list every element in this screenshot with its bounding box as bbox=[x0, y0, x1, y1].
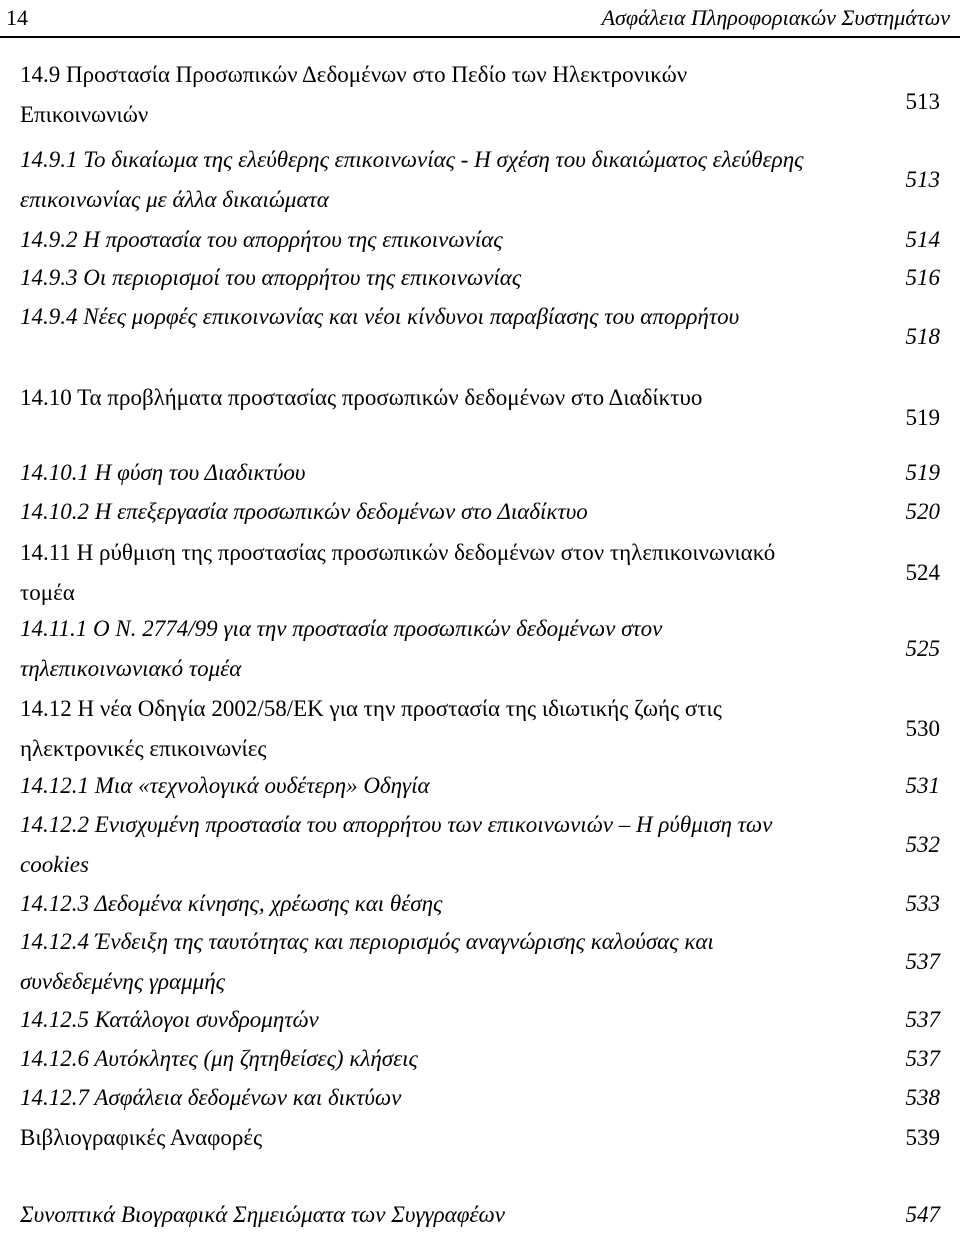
toc-entry-title: 14.12.7 Ασφάλεια δεδομένων και δικτύων bbox=[20, 1085, 402, 1110]
toc-entry-page: 532 bbox=[905, 832, 940, 857]
toc-entry-title: Βιβλιογραφικές Αναφορές bbox=[20, 1125, 263, 1150]
toc-entry-title: 14.12.6 Αυτόκλητες (μη ζητηθείσες) κλήσεις bbox=[20, 1046, 418, 1071]
toc-entry-title: 14.10.1 Η φύση του Διαδικτύου bbox=[20, 460, 306, 485]
toc-entry-page: 547 bbox=[905, 1202, 940, 1227]
header-rule bbox=[0, 36, 960, 38]
toc-entry-page: 533 bbox=[905, 891, 940, 916]
toc-entry-title: 14.12 Η νέα Οδηγία 2002/58/ΕΚ για την προστασία της ιδιωτικής ζωής στις ηλεκτρονικές επικοινωνίες bbox=[20, 696, 722, 761]
toc-entry-page: 537 bbox=[905, 1007, 940, 1032]
toc-entry-title: 14.9.4 Νέες μορφές επικοινωνίας και νέοι κίνδυνοι παραβίασης του απορρήτου bbox=[20, 304, 740, 329]
toc-entry-title: 14.9 Προστασία Προσωπικών Δεδομένων στο Πεδίο των Ηλεκτρονικών Επικοινωνιών bbox=[20, 62, 688, 127]
toc-entry-title: 14.11.1 Ο Ν. 2774/99 για την προστασία προσωπικών δεδομένων στον τηλεπικοινωνιακό τομέα bbox=[20, 616, 663, 681]
toc-entry-page: 513 bbox=[905, 167, 940, 192]
toc-entry-title: 14.10 Τα προβλήματα προστασίας προσωπικών δεδομένων στο Διαδίκτυο bbox=[20, 385, 703, 410]
toc-entry-page: 516 bbox=[905, 265, 940, 290]
toc-entry-title: 14.12.4 Ένδειξη της ταυτότητας και περιορισμός αναγνώρισης καλούσας και συνδεδεμένης γραμμής bbox=[20, 929, 714, 994]
toc-entry-title: 14.12.3 Δεδομένα κίνησης, χρέωσης και θέσης bbox=[20, 891, 443, 916]
running-title: Ασφάλεια Πληροφοριακών Συστημάτων bbox=[601, 5, 950, 30]
toc-entry-title: Συνοπτικά Βιογραφικά Σημειώματα των Συγγραφέων bbox=[20, 1202, 505, 1227]
toc-entry-page: 530 bbox=[905, 716, 940, 741]
toc-entry-title: 14.12.1 Μια «τεχνολογικά ουδέτερη» Οδηγία bbox=[20, 773, 430, 798]
page-header bbox=[0, 0, 960, 40]
toc-entry-page: 519 bbox=[905, 460, 940, 485]
toc-entry-page: 520 bbox=[905, 499, 940, 524]
toc-entry-title: 14.11 Η ρύθμιση της προστασίας προσωπικών δεδομένων στον τηλεπικοινωνιακό τομέα bbox=[20, 540, 776, 605]
toc-entry-page: 519 bbox=[905, 405, 940, 430]
toc-entry-page: 537 bbox=[905, 1046, 940, 1071]
page-number: 14 bbox=[6, 5, 28, 30]
toc-entry-page: 531 bbox=[905, 773, 940, 798]
toc-entry-page: 539 bbox=[905, 1125, 940, 1150]
toc-entry-title: 14.10.2 Η επεξεργασία προσωπικών δεδομένων στο Διαδίκτυο bbox=[20, 499, 588, 524]
toc-entry-page: 537 bbox=[905, 949, 940, 974]
toc-entry-page: 538 bbox=[905, 1085, 940, 1110]
toc-entry-page: 514 bbox=[905, 227, 940, 252]
toc-entry-page: 525 bbox=[905, 636, 940, 661]
toc-entry-title: 14.12.5 Κατάλογοι συνδρομητών bbox=[20, 1007, 319, 1032]
toc-entry-page: 524 bbox=[905, 560, 940, 585]
toc-entry-title: 14.12.2 Ενισχυμένη προστασία του απορρήτου των επικοινωνιών – Η ρύθμιση των cookies bbox=[20, 812, 773, 877]
toc-entry-title: 14.9.3 Οι περιορισμοί του απορρήτου της επικοινωνίας bbox=[20, 265, 522, 290]
toc-entry-title: 14.9.1 Το δικαίωμα της ελεύθερης επικοινωνίας - Η σχέση του δικαιώματος ελεύθερης επικοινωνίας με άλλα δικαιώματα bbox=[20, 147, 804, 212]
toc-entry-page: 513 bbox=[905, 89, 940, 114]
toc-entry-title: 14.9.2 Η προστασία του απορρήτου της επικοινωνίας bbox=[20, 227, 503, 252]
toc-entry-page: 518 bbox=[905, 324, 940, 349]
